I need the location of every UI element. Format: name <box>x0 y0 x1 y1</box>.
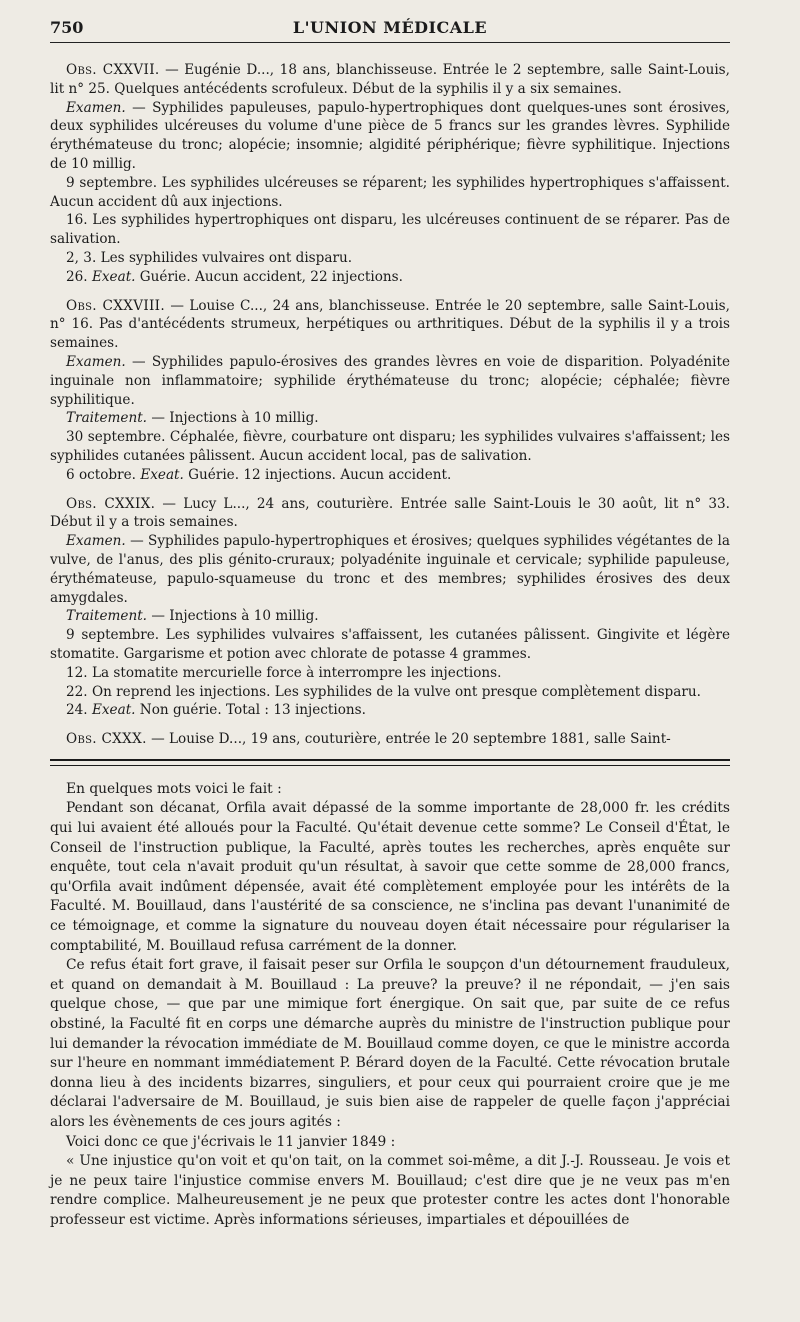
entry-text: — Injections à 10 millig. <box>147 410 319 427</box>
observation-entry <box>50 249 730 268</box>
running-title: L'UNION MÉDICALE <box>292 18 488 37</box>
entry-lead-italic: Exeat. <box>91 268 136 285</box>
entry-text: — Syphilides papulo-hypertrophiques et érosives; quelques syphilides végétantes de la vulve, de l'anus, des plis génito-cruraux; polyadénite inguinale et cervicale; syphilide papuleuse, érythémateuse, papulo-squameuse du tronc et des membres; syphilides érosives des deux amygdales. <box>50 533 730 606</box>
observation-intro-text: — Louise D..., 19 ans, couturière, entrée le 20 septembre 1881, salle Saint- <box>146 731 671 748</box>
entry-lead: Examen. <box>66 353 126 370</box>
observation-block <box>50 61 730 287</box>
observation-entry <box>50 268 730 287</box>
entry-lead: 6 octobre. <box>66 466 141 483</box>
entry-text: Guérie. Aucun accident, 22 injections. <box>135 268 403 285</box>
observation-entry <box>50 607 730 626</box>
observation-intro-text: — Lucy L..., 24 ans, couturière. Entrée salle Saint-Louis le 30 août, lit n° 33. Début il y a trois semaines. <box>50 495 730 531</box>
observation-label: Obs. CXXX. <box>66 731 147 748</box>
entry-lead: 26. <box>66 268 92 285</box>
entry-lead: Traitement. <box>66 410 147 427</box>
observation-entry <box>50 466 730 485</box>
entry-text: 9 septembre. Les syphilides ulcéreuses se réparent; les syphilides hypertrophiques s'affaissent. Aucun accident dû aux injections. <box>50 174 730 210</box>
observation-entry <box>50 701 730 720</box>
observation-intro-text: — Louise C..., 24 ans, blanchisseuse. Entrée le 20 septembre, salle Saint-Louis, n° 16. Pas d'antécédents strumeux, herpétiques ou arthritiques. Début de la syphilis il y a trois semaines. <box>50 297 730 352</box>
entry-text: 30 septembre. Céphalée, fièvre, courbature ont disparu; les syphilides vulvaires s'affaissent; les syphilides cutanées pâlissent. Aucun accident local, pas de salivation. <box>50 429 730 464</box>
observation-intro <box>50 297 730 353</box>
feuilleton-paragraph: Ce refus était fort grave, il faisait peser sur Orfila le soupçon d'un détournement frauduleux, et quand on demandait à M. Bouillaud : La preuve? la preuve? il ne répondait, — j'en sais quelque chose, — que par une mimique fort énergique. On sait que, par suite de ce refus obstiné, la Faculté fit en corps une démarche auprès du ministre de l'instruction publique pour lui demander la révocation immédiate de M. Bouillaud comme doyen, ce que le ministre accorda sur l'heure en nommant immédiatement P. Bérard doyen de la Faculté. Cette révocation brutale donna lieu à des incidents bizarres, singuliers, et pour ceux qui pourraient croire que je me déclarai l'adversaire de M. Bouillaud, je suis bien aise de rappeler de quelle façon j'appréciai alors les évènements de ces jours agités : <box>50 957 730 1130</box>
entry-text: 16. Les syphilides hypertrophiques ont disparu, les ulcéreuses continuent de se réparer. Pas de salivation. <box>50 212 730 248</box>
observation-label: Obs. CXXIX. <box>66 495 156 512</box>
observation-entry <box>50 211 730 249</box>
observation-entry <box>50 428 730 466</box>
entry-text: 9 septembre. Les syphilides vulvaires s'affaissent, les cutanées pâlissent. Gingivite et légère stomatite. Gargarisme et potion avec chlorate de potasse 4 grammes. <box>50 627 730 662</box>
entry-text: — Injections à 10 millig. <box>147 608 319 625</box>
entry-lead: 24. <box>66 702 92 719</box>
observation-intro <box>50 495 730 533</box>
feuilleton-divider <box>50 759 730 766</box>
observation-entry <box>50 626 730 664</box>
entry-lead: Traitement. <box>66 608 147 625</box>
observation-label: Obs. CXXVII. <box>66 62 160 78</box>
entry-lead-italic: Exeat. <box>91 702 136 719</box>
observation-block <box>50 495 730 721</box>
observation-intro-text: — Eugénie D..., 18 ans, blanchisseuse. Entrée le 2 septembre, salle Saint-Louis, lit n° 25. Quelques antécédents scrofuleux. Début de la syphilis il y a six semaines. <box>50 62 730 97</box>
feuilleton-paragraph: Voici donc ce que j'écrivais le 11 janvier 1849 : <box>66 1133 396 1150</box>
observations-section <box>50 61 730 749</box>
feuilleton-paragraph: Pendant son décanat, Orfila avait dépassé de la somme importante de 28,000 fr. les crédits qui lui avaient été alloués pour la Faculté. Qu'était devenue cette somme? Le Conseil d'État, le Conseil de l'instruction publique, la Faculté, après toutes les recherches, après enquête sur enquête, tout cela n'avait produit qu'un résultat, à savoir que cette somme de 28,000 francs, qu'Orfila avait indûment dépensée, avait été complètement employée pour les intérêts de la Faculté. M. Bouillaud, dans l'austérité de sa conscience, ne s'inclina pas devant l'unanimité de ce témoignage, et comme la signature du nouveau doyen était nécessaire pour régulariser la comptabilité, M. Bouillaud refusa carrément de la donner. <box>50 800 730 954</box>
entry-text: 22. On reprend les injections. Les syphilides de la vulve ont presque complètement disparu. <box>66 683 701 700</box>
feuilleton-paragraph: « Une injustice qu'on voit et qu'on tait, on la commet soi-même, a dit J.-J. Rousseau. Je vois et je ne peux taire l'injustice commise envers M. Bouillaud; c'est dire que je ne veux pas m'en rendre complice. Malheureusement je ne peux que protester contre les actes dont l'honorable professeur est victime. Après informations sérieuses, impartiales et dépouillées de <box>50 1153 730 1228</box>
entry-text: Non guérie. Total : 13 injections. <box>135 702 366 719</box>
observation-entry <box>50 532 730 607</box>
entry-lead-italic: Exeat. <box>140 466 184 483</box>
page-number: 750 <box>50 18 84 37</box>
observation-entry <box>50 353 730 409</box>
entry-text: Guérie. 12 injections. Aucun accident. <box>183 466 452 483</box>
observation-entry <box>50 99 730 174</box>
observation-entry <box>50 683 730 702</box>
entry-text: — Syphilides papulo-érosives des grandes lèvres en voie de disparition. Polyadénite inguinale non inflammatoire; syphilide érythémateuse du tronc; alopécie; céphalée; fièvre syphilitique. <box>50 353 730 408</box>
observation-intro <box>50 61 730 99</box>
feuilleton-section <box>50 780 730 1231</box>
observation-entry <box>50 664 730 683</box>
observation-continuation <box>50 730 730 749</box>
observation-entry <box>50 409 730 428</box>
observation-block <box>50 297 730 485</box>
entry-lead: Examen. <box>66 99 126 116</box>
entry-lead: Examen. <box>66 533 126 550</box>
entry-text: — Syphilides papuleuses, papulo-hypertrophiques dont quelques-unes sont érosives, deux syphilides ulcéreuses du volume d'une pièce de 5 francs sur les grandes lèvres. Syphilide érythémateuse du tronc; alopécie; insomnie; algidité périphérique; fièvre syphilitique. Injections de 10 millig. <box>50 99 730 172</box>
observation-entry <box>50 174 730 212</box>
entry-text: 12. La stomatite mercurielle force à interrompre les injections. <box>66 664 502 681</box>
entry-text: 2, 3. Les syphilides vulvaires ont disparu. <box>66 249 353 266</box>
page-header <box>50 12 730 43</box>
observation-label: Obs. CXXVIII. <box>66 297 165 314</box>
feuilleton-paragraph: En quelques mots voici le fait : <box>66 780 282 797</box>
